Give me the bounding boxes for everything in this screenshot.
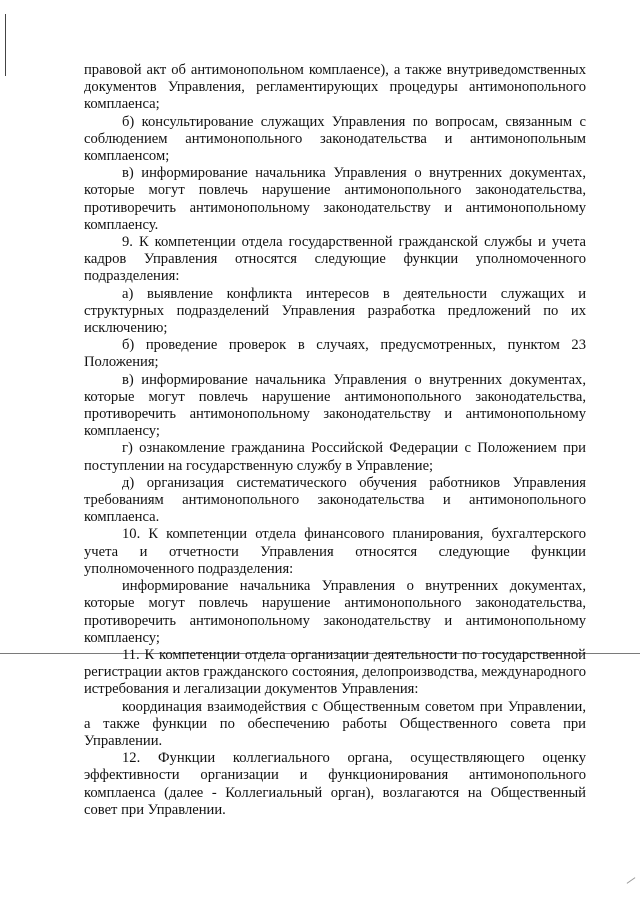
- clause-12: 12. Функции коллегиального органа, осуществляющего оценку эффективности организации и функционирования антимонопольного комплаенса (далее - Коллегиальный орган), возлагаются на Общественный совет при Управлении.: [84, 750, 586, 818]
- margin-mark: [5, 14, 6, 76]
- clause-9-item-d: д) организация систематического обучения работников Управления требованиям антимонопольного законодательства и антимонопольного комплаенса.: [84, 474, 586, 526]
- scan-corner-mark: [627, 877, 636, 884]
- clause-10-function: информирование начальника Управления о внутренних документах, которые могут повлечь нарушение антимонопольного законодательства, противоречить антимонопольному законодательству и антимонопольному комплаенсу;: [84, 578, 586, 646]
- paragraph-continuation: правовой акт об антимонопольном комплаенсе), а также внутриведомственных документов Управления, регламентирующих процедуры антимонопольного комплаенса;: [84, 62, 586, 113]
- clause-9-item-b: б) проведение проверок в случаях, предусмотренных, пунктом 23 Положения;: [84, 337, 586, 371]
- clause-10: 10. К компетенции отдела финансового планирования, бухгалтерского учета и отчетности Управления относятся следующие функции уполномоченного подразделения:: [84, 526, 586, 577]
- document-body: [84, 62, 586, 819]
- item-v-informing: в) информирование начальника Управления о внутренних документах, которые могут повлечь нарушение антимонопольного законодательства, противоречить антимонопольному законодательству и антимонопольному комплаенсу.: [84, 165, 586, 233]
- clause-9-item-a: а) выявление конфликта интересов в деятельности служащих и структурных подразделений Управления разработка предложений по их исключению;: [84, 285, 586, 337]
- clause-11-function: координация взаимодействия с Общественным советом при Управлении, а также функции по обеспечению работы Общественного совета при Управлении.: [84, 698, 586, 749]
- clause-9-item-g: г) ознакомление гражданина Российской Федерации с Положением при поступлении на государственную службу в Управление;: [84, 440, 586, 474]
- clause-11: 11. К компетенции отдела организации деятельности по государственной регистрации актов гражданского состояния, делопроизводства, международного истребования и легализации документов Управления:: [84, 646, 586, 698]
- clause-9: 9. К компетенции отдела государственной гражданской службы и учета кадров Управления относятся следующие функции уполномоченного подразделения:: [84, 234, 586, 285]
- clause-9-item-v: в) информирование начальника Управления о внутренних документах, которые могут повлечь нарушение антимонопольного законодательства, противоречить антимонопольному законодательству и антимонопольному комплаенсу;: [84, 371, 586, 440]
- item-b-consulting: б) консультирование служащих Управления по вопросам, связанным с соблюдением антимонопольного законодательства и антимонопольным комплаенсом;: [84, 113, 586, 165]
